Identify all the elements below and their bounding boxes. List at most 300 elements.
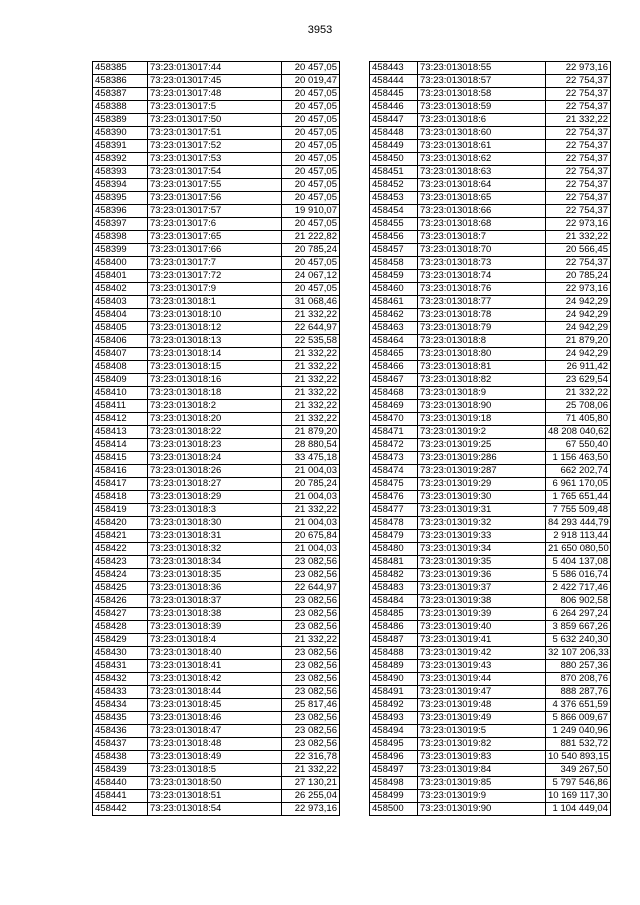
record-number-cell: 458390 — [93, 127, 148, 140]
value-cell: 22 644,97 — [282, 582, 340, 595]
record-number-cell: 458484 — [370, 595, 418, 608]
record-number-cell: 458478 — [370, 517, 418, 530]
value-cell: 5 586 016,74 — [546, 569, 611, 582]
cadastral-number-cell: 73:23:013018:45 — [148, 699, 282, 712]
table-row — [370, 179, 611, 192]
cadastral-number-cell: 73:23:013019:39 — [418, 608, 546, 621]
cadastral-number-cell: 73:23:013018:8 — [418, 335, 546, 348]
record-number-cell: 458469 — [370, 400, 418, 413]
cadastral-number-cell: 73:23:013017:57 — [148, 205, 282, 218]
cadastral-number-cell: 73:23:013019:34 — [418, 543, 546, 556]
cadastral-number-cell: 73:23:013019:29 — [418, 478, 546, 491]
table-row — [93, 400, 340, 413]
cadastral-number-cell: 73:23:013018:79 — [418, 322, 546, 335]
cadastral-number-cell: 73:23:013018:76 — [418, 283, 546, 296]
cadastral-number-cell: 73:23:013018:70 — [418, 244, 546, 257]
value-cell: 20 457,05 — [282, 192, 340, 205]
record-number-cell: 458407 — [93, 348, 148, 361]
table-row — [370, 725, 611, 738]
table-row — [370, 790, 611, 803]
table-row — [93, 205, 340, 218]
value-cell: 19 910,07 — [282, 205, 340, 218]
cadastral-number-cell: 73:23:013018:41 — [148, 660, 282, 673]
table-row — [370, 101, 611, 114]
record-number-cell: 458464 — [370, 335, 418, 348]
table-row — [93, 283, 340, 296]
table-row — [370, 88, 611, 101]
cadastral-number-cell: 73:23:013018:61 — [418, 140, 546, 153]
value-cell: 33 475,18 — [282, 452, 340, 465]
value-cell: 21 332,22 — [282, 361, 340, 374]
cadastral-number-cell: 73:23:013018:30 — [148, 517, 282, 530]
table-row — [370, 686, 611, 699]
record-number-cell: 458410 — [93, 387, 148, 400]
value-cell: 23 082,56 — [282, 673, 340, 686]
table-row — [370, 478, 611, 491]
value-cell: 84 293 444,79 — [546, 517, 611, 530]
value-cell: 22 644,97 — [282, 322, 340, 335]
cadastral-number-cell: 73:23:013019:5 — [418, 725, 546, 738]
value-cell: 5 797 546,86 — [546, 777, 611, 790]
cadastral-number-cell: 73:23:013018:39 — [148, 621, 282, 634]
cadastral-number-cell: 73:23:013017:54 — [148, 166, 282, 179]
right-table-body — [370, 62, 611, 816]
record-number-cell: 458460 — [370, 283, 418, 296]
table-row — [370, 387, 611, 400]
value-cell: 21 332,22 — [282, 374, 340, 387]
table-row — [370, 192, 611, 205]
table-row — [93, 504, 340, 517]
table-row — [370, 166, 611, 179]
record-number-cell: 458466 — [370, 361, 418, 374]
cadastral-number-cell: 73:23:013018:35 — [148, 569, 282, 582]
cadastral-number-cell: 73:23:013019:35 — [418, 556, 546, 569]
value-cell: 26 911,42 — [546, 361, 611, 374]
value-cell: 21 332,22 — [546, 387, 611, 400]
value-cell: 1 249 040,96 — [546, 725, 611, 738]
cadastral-number-cell: 73:23:013018:10 — [148, 309, 282, 322]
record-number-cell: 458435 — [93, 712, 148, 725]
right-table — [369, 61, 611, 816]
value-cell: 20 457,05 — [282, 218, 340, 231]
value-cell: 10 540 893,15 — [546, 751, 611, 764]
cadastral-number-cell: 73:23:013018:90 — [418, 400, 546, 413]
cadastral-number-cell: 73:23:013018:4 — [148, 634, 282, 647]
table-row — [370, 296, 611, 309]
value-cell: 23 082,56 — [282, 608, 340, 621]
table-row — [93, 387, 340, 400]
cadastral-number-cell: 73:23:013019:36 — [418, 569, 546, 582]
table-row — [370, 764, 611, 777]
cadastral-number-cell: 73:23:013018:36 — [148, 582, 282, 595]
value-cell: 23 082,56 — [282, 556, 340, 569]
value-cell: 23 082,56 — [282, 621, 340, 634]
record-number-cell: 458485 — [370, 608, 418, 621]
record-number-cell: 458491 — [370, 686, 418, 699]
cadastral-number-cell: 73:23:013019:33 — [418, 530, 546, 543]
record-number-cell: 458411 — [93, 400, 148, 413]
table-row — [370, 803, 611, 816]
table-row — [370, 569, 611, 582]
record-number-cell: 458401 — [93, 270, 148, 283]
cadastral-number-cell: 73:23:013018:65 — [418, 192, 546, 205]
table-row — [370, 270, 611, 283]
cadastral-number-cell: 73:23:013018:2 — [148, 400, 282, 413]
value-cell: 23 082,56 — [282, 569, 340, 582]
table-row — [370, 348, 611, 361]
record-number-cell: 458452 — [370, 179, 418, 192]
table-row — [370, 491, 611, 504]
table-row — [93, 296, 340, 309]
value-cell: 20 675,84 — [282, 530, 340, 543]
value-cell: 20 785,24 — [282, 244, 340, 257]
cadastral-number-cell: 73:23:013018:5 — [148, 764, 282, 777]
record-number-cell: 458424 — [93, 569, 148, 582]
table-row — [93, 803, 340, 816]
cadastral-number-cell: 73:23:013018:55 — [418, 62, 546, 75]
table-row — [93, 751, 340, 764]
table-row — [370, 712, 611, 725]
value-cell: 21 332,22 — [282, 400, 340, 413]
cadastral-number-cell: 73:23:013018:80 — [418, 348, 546, 361]
cadastral-number-cell: 73:23:013018:12 — [148, 322, 282, 335]
cadastral-number-cell: 73:23:013018:46 — [148, 712, 282, 725]
record-number-cell: 458404 — [93, 309, 148, 322]
record-number-cell: 458477 — [370, 504, 418, 517]
table-row — [370, 751, 611, 764]
record-number-cell: 458492 — [370, 699, 418, 712]
value-cell: 24 942,29 — [546, 322, 611, 335]
value-cell: 22 754,37 — [546, 101, 611, 114]
record-number-cell: 458474 — [370, 465, 418, 478]
record-number-cell: 458409 — [93, 374, 148, 387]
record-number-cell: 458402 — [93, 283, 148, 296]
record-number-cell: 458498 — [370, 777, 418, 790]
cadastral-number-cell: 73:23:013017:52 — [148, 140, 282, 153]
cadastral-number-cell: 73:23:013018:26 — [148, 465, 282, 478]
cadastral-number-cell: 73:23:013019:49 — [418, 712, 546, 725]
cadastral-number-cell: 73:23:013019:37 — [418, 582, 546, 595]
table-row — [370, 543, 611, 556]
cadastral-number-cell: 73:23:013018:7 — [418, 231, 546, 244]
table-row — [93, 452, 340, 465]
value-cell: 20 457,05 — [282, 88, 340, 101]
record-number-cell: 458406 — [93, 335, 148, 348]
value-cell: 20 457,05 — [282, 166, 340, 179]
value-cell: 21 222,82 — [282, 231, 340, 244]
table-row — [93, 608, 340, 621]
value-cell: 24 942,29 — [546, 309, 611, 322]
record-number-cell: 458393 — [93, 166, 148, 179]
value-cell: 349 267,50 — [546, 764, 611, 777]
value-cell: 21 879,20 — [546, 335, 611, 348]
value-cell: 32 107 206,33 — [546, 647, 611, 660]
record-number-cell: 458442 — [93, 803, 148, 816]
table-row — [370, 660, 611, 673]
value-cell: 21 332,22 — [282, 634, 340, 647]
value-cell: 20 019,47 — [282, 75, 340, 88]
table-row — [93, 270, 340, 283]
cadastral-number-cell: 73:23:013018:3 — [148, 504, 282, 517]
record-number-cell: 458392 — [93, 153, 148, 166]
record-number-cell: 458500 — [370, 803, 418, 816]
record-number-cell: 458429 — [93, 634, 148, 647]
table-row — [93, 790, 340, 803]
table-row — [370, 335, 611, 348]
cadastral-number-cell: 73:23:013019:43 — [418, 660, 546, 673]
value-cell: 21 332,22 — [282, 764, 340, 777]
record-number-cell: 458436 — [93, 725, 148, 738]
record-number-cell: 458421 — [93, 530, 148, 543]
value-cell: 20 566,45 — [546, 244, 611, 257]
table-row — [93, 686, 340, 699]
value-cell: 5 866 009,67 — [546, 712, 611, 725]
value-cell: 1 156 463,50 — [546, 452, 611, 465]
record-number-cell: 458486 — [370, 621, 418, 634]
table-row — [93, 114, 340, 127]
table-row — [93, 465, 340, 478]
value-cell: 24 067,12 — [282, 270, 340, 283]
left-table-body — [93, 62, 340, 816]
table-row — [370, 595, 611, 608]
value-cell: 20 457,05 — [282, 62, 340, 75]
table-row — [93, 153, 340, 166]
value-cell: 22 754,37 — [546, 179, 611, 192]
table-row — [93, 231, 340, 244]
cadastral-number-cell: 73:23:013017:56 — [148, 192, 282, 205]
record-number-cell: 458386 — [93, 75, 148, 88]
value-cell: 20 457,05 — [282, 153, 340, 166]
record-number-cell: 458405 — [93, 322, 148, 335]
record-number-cell: 458430 — [93, 647, 148, 660]
table-row — [370, 647, 611, 660]
value-cell: 22 754,37 — [546, 88, 611, 101]
record-number-cell: 458465 — [370, 348, 418, 361]
record-number-cell: 458467 — [370, 374, 418, 387]
cadastral-number-cell: 73:23:013018:16 — [148, 374, 282, 387]
table-row — [93, 725, 340, 738]
table-row — [93, 374, 340, 387]
table-row — [370, 504, 611, 517]
cadastral-number-cell: 73:23:013017:65 — [148, 231, 282, 244]
record-number-cell: 458481 — [370, 556, 418, 569]
table-row — [370, 114, 611, 127]
table-row — [93, 439, 340, 452]
table-row — [370, 439, 611, 452]
value-cell: 22 754,37 — [546, 205, 611, 218]
table-row — [93, 712, 340, 725]
cadastral-number-cell: 73:23:013019:30 — [418, 491, 546, 504]
cadastral-number-cell: 73:23:013017:51 — [148, 127, 282, 140]
value-cell: 21 332,22 — [546, 231, 611, 244]
value-cell: 23 082,56 — [282, 647, 340, 660]
table-row — [370, 621, 611, 634]
cadastral-number-cell: 73:23:013018:14 — [148, 348, 282, 361]
value-cell: 6 264 297,24 — [546, 608, 611, 621]
value-cell: 22 973,16 — [282, 803, 340, 816]
cadastral-number-cell: 73:23:013018:31 — [148, 530, 282, 543]
table-row — [93, 673, 340, 686]
value-cell: 888 287,76 — [546, 686, 611, 699]
cadastral-number-cell: 73:23:013018:24 — [148, 452, 282, 465]
cadastral-number-cell: 73:23:013018:34 — [148, 556, 282, 569]
record-number-cell: 458415 — [93, 452, 148, 465]
value-cell: 1 765 651,44 — [546, 491, 611, 504]
table-row — [370, 400, 611, 413]
table-row — [370, 218, 611, 231]
record-number-cell: 458394 — [93, 179, 148, 192]
cadastral-number-cell: 73:23:013018:49 — [148, 751, 282, 764]
cadastral-number-cell: 73:23:013019:2 — [418, 426, 546, 439]
cadastral-number-cell: 73:23:013017:5 — [148, 101, 282, 114]
table-row — [93, 634, 340, 647]
value-cell: 2 918 113,44 — [546, 530, 611, 543]
value-cell: 21 650 080,50 — [546, 543, 611, 556]
record-number-cell: 458391 — [93, 140, 148, 153]
value-cell: 27 130,21 — [282, 777, 340, 790]
table-row — [370, 127, 611, 140]
record-number-cell: 458459 — [370, 270, 418, 283]
table-row — [93, 699, 340, 712]
record-number-cell: 458418 — [93, 491, 148, 504]
table-row — [370, 699, 611, 712]
table-row — [370, 231, 611, 244]
cadastral-number-cell: 73:23:013018:37 — [148, 595, 282, 608]
cadastral-number-cell: 73:23:013019:48 — [418, 699, 546, 712]
cadastral-number-cell: 73:23:013018:29 — [148, 491, 282, 504]
cadastral-number-cell: 73:23:013019:38 — [418, 595, 546, 608]
record-number-cell: 458444 — [370, 75, 418, 88]
table-row — [370, 283, 611, 296]
record-number-cell: 458417 — [93, 478, 148, 491]
record-number-cell: 458448 — [370, 127, 418, 140]
table-row — [370, 309, 611, 322]
cadastral-number-cell: 73:23:013017:44 — [148, 62, 282, 75]
value-cell: 48 208 040,62 — [546, 426, 611, 439]
record-number-cell: 458447 — [370, 114, 418, 127]
value-cell: 22 754,37 — [546, 166, 611, 179]
table-row — [93, 179, 340, 192]
table-row — [370, 244, 611, 257]
record-number-cell: 458398 — [93, 231, 148, 244]
value-cell: 21 004,03 — [282, 491, 340, 504]
value-cell: 26 255,04 — [282, 790, 340, 803]
value-cell: 23 082,56 — [282, 660, 340, 673]
cadastral-number-cell: 73:23:013018:50 — [148, 777, 282, 790]
table-row — [370, 777, 611, 790]
record-number-cell: 458450 — [370, 153, 418, 166]
record-number-cell: 458414 — [93, 439, 148, 452]
record-number-cell: 458457 — [370, 244, 418, 257]
record-number-cell: 458495 — [370, 738, 418, 751]
value-cell: 23 082,56 — [282, 595, 340, 608]
record-number-cell: 458388 — [93, 101, 148, 114]
value-cell: 21 332,22 — [546, 114, 611, 127]
record-number-cell: 458395 — [93, 192, 148, 205]
cadastral-number-cell: 73:23:013018:66 — [418, 205, 546, 218]
cadastral-number-cell: 73:23:013019:9 — [418, 790, 546, 803]
record-number-cell: 458427 — [93, 608, 148, 621]
cadastral-number-cell: 73:23:013017:50 — [148, 114, 282, 127]
table-row — [93, 348, 340, 361]
cadastral-number-cell: 73:23:013018:44 — [148, 686, 282, 699]
table-row — [370, 608, 611, 621]
cadastral-number-cell: 73:23:013018:32 — [148, 543, 282, 556]
cadastral-number-cell: 73:23:013018:27 — [148, 478, 282, 491]
value-cell: 23 082,56 — [282, 712, 340, 725]
table-row — [93, 777, 340, 790]
cadastral-number-cell: 73:23:013017:72 — [148, 270, 282, 283]
value-cell: 880 257,36 — [546, 660, 611, 673]
record-number-cell: 458462 — [370, 309, 418, 322]
table-row — [93, 764, 340, 777]
record-number-cell: 458489 — [370, 660, 418, 673]
record-number-cell: 458449 — [370, 140, 418, 153]
cadastral-number-cell: 73:23:013019:41 — [418, 634, 546, 647]
value-cell: 22 754,37 — [546, 192, 611, 205]
cadastral-number-cell: 73:23:013018:15 — [148, 361, 282, 374]
record-number-cell: 458472 — [370, 439, 418, 452]
value-cell: 870 208,76 — [546, 673, 611, 686]
cadastral-number-cell: 73:23:013017:7 — [148, 257, 282, 270]
value-cell: 22 973,16 — [546, 218, 611, 231]
cadastral-number-cell: 73:23:013018:74 — [418, 270, 546, 283]
record-number-cell: 458408 — [93, 361, 148, 374]
cadastral-number-cell: 73:23:013018:9 — [418, 387, 546, 400]
table-row — [93, 556, 340, 569]
table-row — [93, 101, 340, 114]
record-number-cell: 458455 — [370, 218, 418, 231]
cadastral-number-cell: 73:23:013018:18 — [148, 387, 282, 400]
cadastral-number-cell: 73:23:013018:54 — [148, 803, 282, 816]
table-row — [93, 192, 340, 205]
cadastral-number-cell: 73:23:013019:25 — [418, 439, 546, 452]
record-number-cell: 458437 — [93, 738, 148, 751]
record-number-cell: 458438 — [93, 751, 148, 764]
cadastral-number-cell: 73:23:013019:90 — [418, 803, 546, 816]
value-cell: 7 755 509,48 — [546, 504, 611, 517]
table-row — [93, 127, 340, 140]
value-cell: 20 785,24 — [282, 478, 340, 491]
table-row — [93, 257, 340, 270]
left-table — [92, 61, 340, 816]
table-row — [93, 569, 340, 582]
cadastral-number-cell: 73:23:013018:13 — [148, 335, 282, 348]
value-cell: 21 332,22 — [282, 413, 340, 426]
value-cell: 21 004,03 — [282, 465, 340, 478]
record-number-cell: 458412 — [93, 413, 148, 426]
table-row — [93, 88, 340, 101]
value-cell: 20 457,05 — [282, 257, 340, 270]
value-cell: 21 332,22 — [282, 309, 340, 322]
cadastral-number-cell: 73:23:013018:6 — [418, 114, 546, 127]
cadastral-number-cell: 73:23:013017:45 — [148, 75, 282, 88]
value-cell: 23 629,54 — [546, 374, 611, 387]
table-row — [93, 75, 340, 88]
record-number-cell: 458482 — [370, 569, 418, 582]
table-row — [93, 595, 340, 608]
table-row — [370, 413, 611, 426]
record-number-cell: 458440 — [93, 777, 148, 790]
value-cell: 22 316,78 — [282, 751, 340, 764]
value-cell: 24 942,29 — [546, 296, 611, 309]
table-row — [370, 361, 611, 374]
table-row — [370, 75, 611, 88]
record-number-cell: 458397 — [93, 218, 148, 231]
cadastral-number-cell: 73:23:013018:68 — [418, 218, 546, 231]
value-cell: 23 082,56 — [282, 686, 340, 699]
cadastral-number-cell: 73:23:013018:62 — [418, 153, 546, 166]
